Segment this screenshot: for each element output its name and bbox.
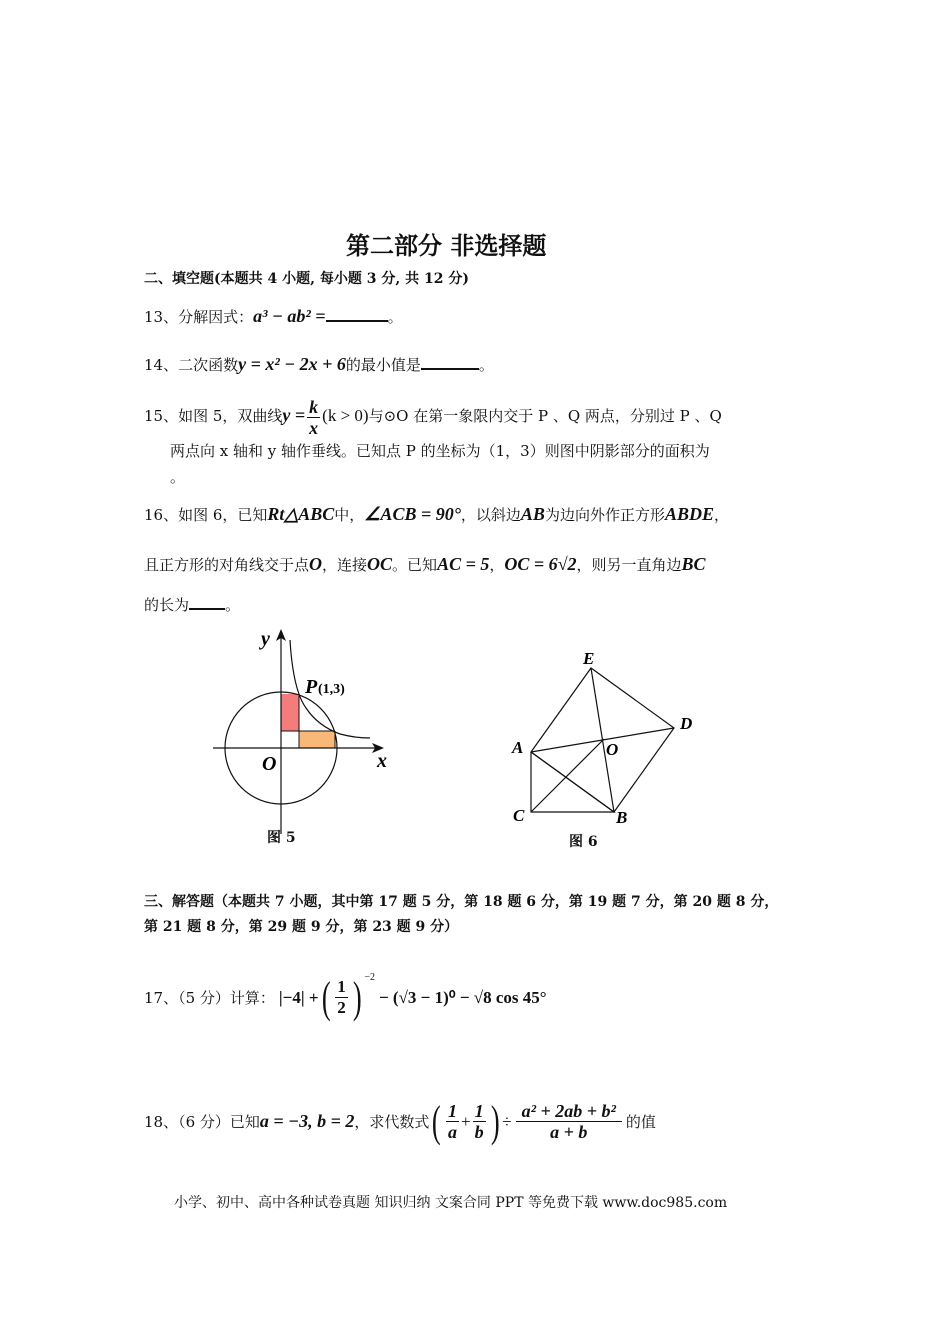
q16-text: ，则另一直角边 [576,556,682,574]
triangle-acb [531,752,614,812]
q18-given: a = −3, b = 2 [259,1111,355,1131]
origin-label: O [262,753,277,775]
q17-exponent: −2 [364,972,375,983]
section-heading-answer: 三、解答题（本题共 7 小题，其中第 17 题 5 分，第 18 题 6 分，第 19 题 7 分，第 20 题 8 分， [144,894,779,910]
red-shaded-region [281,694,299,731]
question-17 [144,972,547,1023]
label-b: B [616,808,628,827]
q14-label: 14、二次函数 [144,356,239,374]
denominator: b [474,1122,484,1142]
section-heading-fill-blank: 二、填空题(本题共 4 小题, 每小题 3 分, 共 12 分) [144,271,469,287]
q16-end: 。 [225,596,241,614]
q15-text: 与⊙O 在第一象限内交于 P 、Q 两点，分别过 P 、Q [368,407,722,425]
q18-text: ，求代数式 [354,1113,430,1131]
q16-abde: ABDE [664,504,714,524]
q16-text: 中， [334,506,365,524]
q16-triangle: Rt△ABC [267,504,335,524]
q16-ab: AB [520,504,545,524]
question-15-line3: 。 [170,468,186,486]
q16-bc: BC [681,554,706,574]
right-paren: ) [352,973,362,1022]
q17-label: 17、（5 分）计算： [144,989,275,1007]
q15-label: 15、如图 5，双曲线 [144,407,283,425]
q16-text: ， [713,506,729,524]
q18-end: 的值 [625,1113,656,1131]
y-axis-label: y [261,628,270,650]
section-heading-answer-line2: 第 21 题 8 分，第 29 题 9 分，第 23 题 9 分） [144,919,459,935]
label-c: C [513,806,525,825]
q15-condition: (k > 0) [322,406,369,425]
point-p-label: P [305,676,318,698]
fraction-1-over-b [473,1101,486,1142]
q14-end: 。 [478,356,494,374]
question-15-line2: 两点向 x 轴和 y 轴作垂线。已知点 P 的坐标为（1，3）则图中阴影部分的面积为 [170,442,710,460]
q13-label: 13、分解因式： [144,308,254,326]
denominator: a + b [550,1122,588,1142]
q18-main-fraction [516,1101,622,1142]
q16-text: 且正方形的对角线交于点 [144,556,310,574]
numerator: a² + 2ab + b² [516,1101,622,1122]
q16-text: 的长为 [144,596,190,614]
q17-rest: − (√3 − 1)⁰ − √8 cos 45° [378,987,547,1007]
figure-6 [531,668,674,812]
denominator: 2 [337,998,346,1017]
label-a: A [512,738,524,757]
q16-text: 为边向外作正方形 [544,506,665,524]
right-paren: ) [490,1097,500,1146]
q17-fraction [335,977,348,1018]
footer: 小学、初中、高中各种试卷真题 知识归纳 文案合同 PPT 等免费下载 www.doc985.com [174,1195,728,1211]
divide: ÷ [502,1111,512,1131]
q16-o: O [309,554,323,574]
fraction-1-over-a [446,1101,459,1142]
q16-angle: ∠ACB = 90° [364,504,461,524]
q16-oc-value: OC = 6√2 [504,554,577,574]
label-e: E [583,649,595,668]
q13-end: 。 [387,308,403,326]
q14-expression: y = x² − 2x + 6 [238,354,346,374]
q16-text: ，连接 [322,556,368,574]
numerator: 1 [448,1101,457,1121]
numerator: 1 [474,1101,484,1121]
q16-oc: OC [367,554,393,574]
label-o: O [606,740,619,759]
q14-text: 的最小值是 [345,356,421,374]
numerator: 1 [337,977,346,996]
q13-expression: a³ − ab² = [253,306,326,326]
figure-6-caption: 图 6 [569,834,598,850]
numerator: k [309,396,319,417]
q16-text: 16、如图 6，已知 [144,506,268,524]
denominator: x [309,417,319,438]
plus: + [461,1111,471,1131]
q18-label: 18、（6 分）已知 [144,1113,260,1131]
label-d: D [680,714,693,733]
q17-abs: |−4| + [278,987,319,1007]
left-paren: ( [321,973,331,1022]
q16-ac: AC = 5 [437,554,490,574]
q16-text: ， [489,556,505,574]
orange-shaded-region [299,731,335,748]
question-18 [144,1096,656,1147]
figure-5-caption: 图 5 [267,830,296,846]
left-paren: ( [432,1097,442,1146]
x-axis-label: x [377,750,387,772]
q16-text: 。已知 [392,556,438,574]
point-p-coord: (1,3) [318,682,345,697]
page-title: 第二部分 非选择题 [346,232,547,260]
q16-text: ，以斜边 [460,506,521,524]
q15-y: y = [282,405,306,425]
denominator: a [448,1122,457,1142]
